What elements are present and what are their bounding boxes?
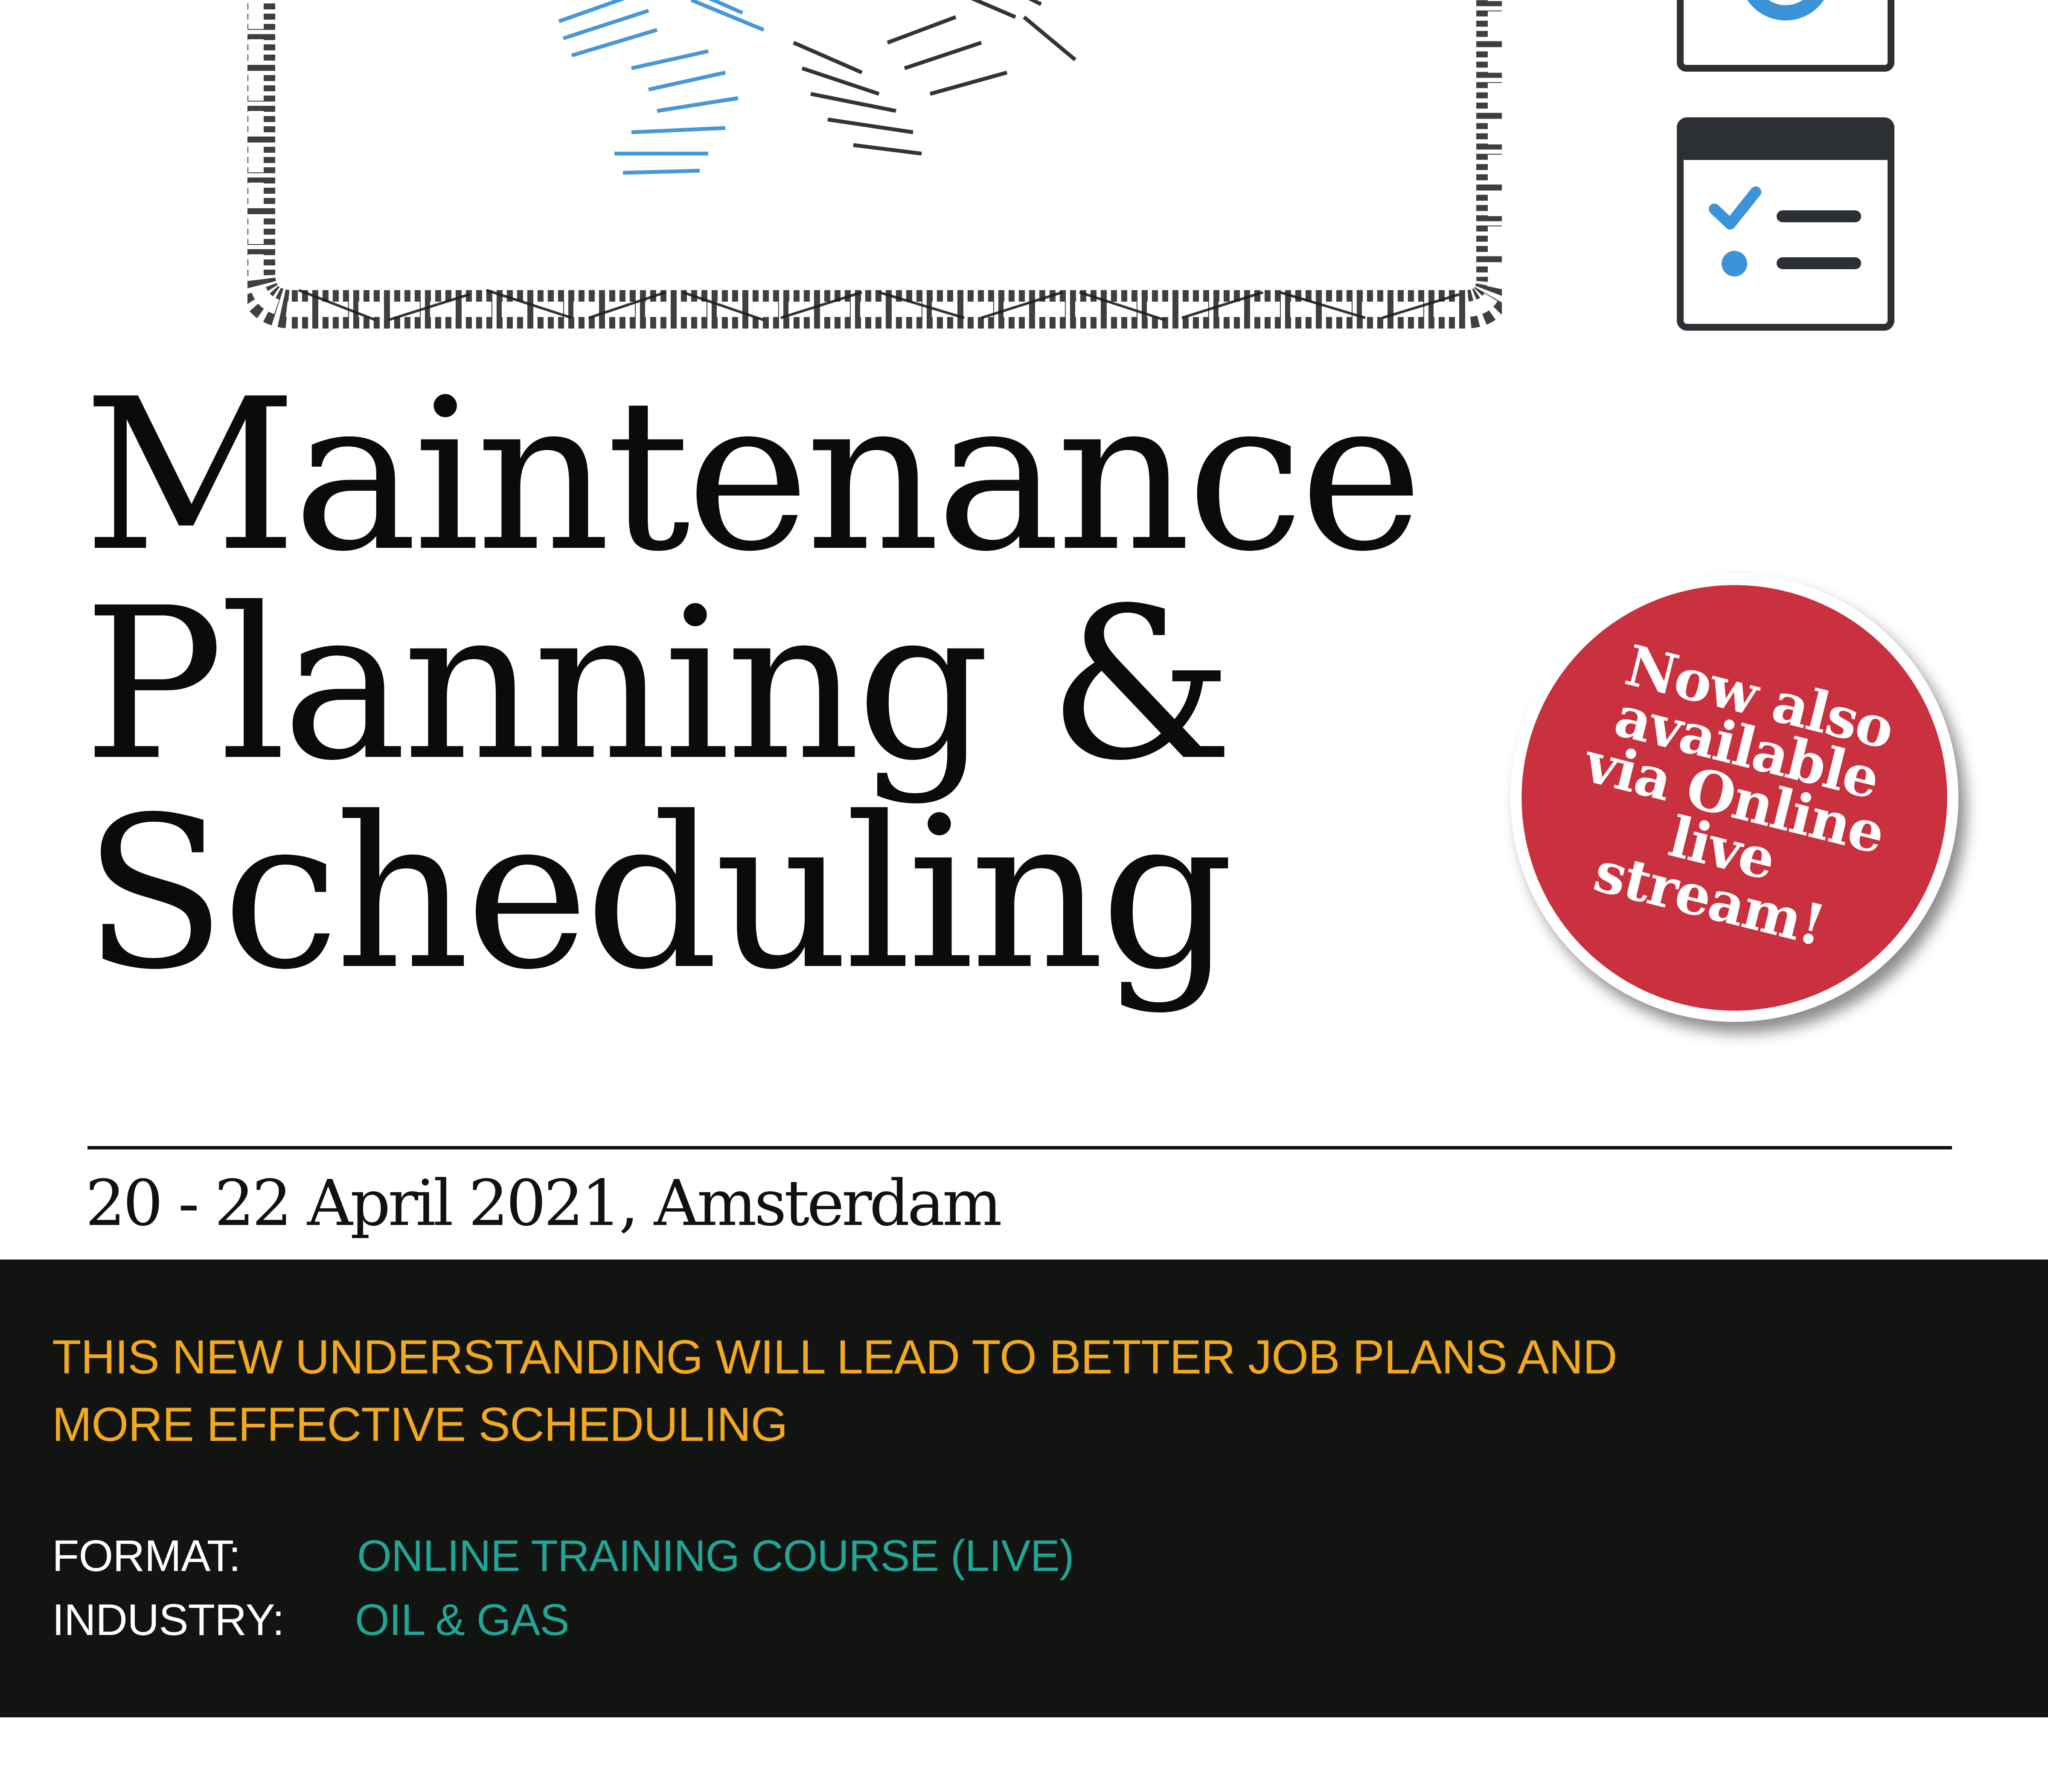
title-divider [87, 1146, 1952, 1149]
title-line-3: Scheduling [83, 772, 1230, 1015]
live-stream-badge [1510, 574, 1958, 1022]
format-label: FORMAT: [52, 1531, 241, 1581]
page-title [83, 354, 1419, 1015]
badge-circle [1521, 585, 1947, 1011]
format-value: ONLINE TRAINING COURSE (LIVE) [357, 1531, 1074, 1581]
title-line-2: Planning & [83, 563, 1230, 806]
title-line-1: Maintenance [83, 354, 1419, 597]
event-date-location: 20 - 22 April 2021, Amsterdam [85, 1167, 1000, 1240]
course-info-panel [0, 1260, 2048, 1717]
industry-label: INDUSTRY: [52, 1595, 284, 1645]
course-tagline: THIS NEW UNDERSTANDING WILL LEAD TO BETTER JOB PLANS AND MORE EFFECTIVE SCHEDULING [52, 1330, 1617, 1451]
industry-value: OIL & GAS [355, 1595, 569, 1645]
badge-text: Now also available via Online live stream! [1578, 632, 1900, 959]
checklist-window-icon [1677, 117, 1894, 331]
monitor-illustration-icon [247, 0, 1502, 329]
gauge-window-icon [1677, 0, 1894, 73]
